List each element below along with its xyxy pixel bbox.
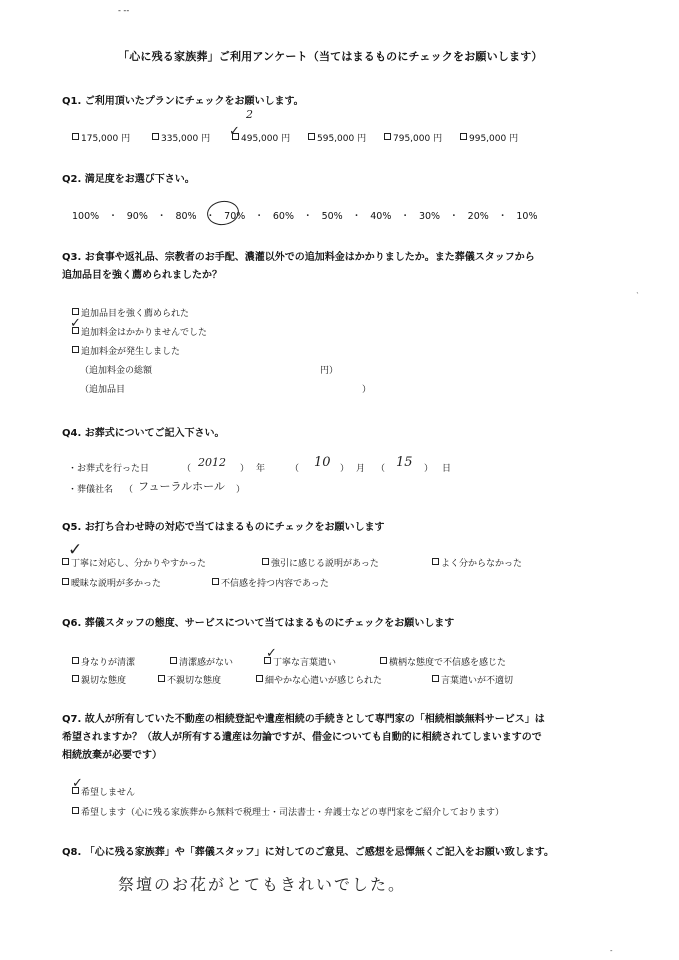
q6-option-7[interactable]: 細やかな心遣いが感じられた [256, 673, 382, 686]
scale-50[interactable]: 50% [321, 211, 343, 222]
checkbox[interactable] [72, 675, 79, 682]
q4-company-open: （ [124, 485, 134, 495]
q4-company-label: ・葬儀社名 [68, 485, 114, 495]
q2-scale: 100% ・ 90% ・ 80% ・ 70% ・ 60% ・ 50% ・ 40% ・ 30% ・ 20% ・ 10% [72, 211, 538, 222]
checkbox[interactable] [432, 558, 439, 565]
q5-question: Q5. お打ち合わせ時の対応で当てはまるものにチェックをお願いします [62, 522, 385, 533]
scale-60[interactable]: 60% [272, 211, 294, 222]
scale-30[interactable]: 30% [418, 211, 441, 222]
q1-question: Q1. ご利用頂いたプランにチェックをお願いします。 [62, 96, 304, 107]
page-title: 「心に残る家族葬」ご利用アンケート（当てはまるものにチェックをお願いします） [118, 50, 543, 63]
q4-year-unit: 年 [256, 464, 266, 474]
q4-day-close: ） [424, 464, 434, 474]
q4-company-close: ） [236, 485, 246, 495]
checkbox[interactable] [62, 578, 69, 585]
scale-20[interactable]: 20% [467, 211, 489, 222]
q6-option-8[interactable]: 言葉遣いが不適切 [432, 673, 513, 686]
q5-option-2[interactable]: 強引に感じる説明があった [262, 556, 379, 569]
checkbox[interactable] [72, 657, 79, 664]
top-marks: - -- [118, 6, 130, 15]
q6-option-6[interactable]: 不親切な態度 [158, 673, 221, 686]
q8-question: Q8. 「心に残る家族葬」や「葬儀スタッフ」に対してのご意見、ご感想を忌憚無くご記入をお願い致します。 [62, 847, 554, 858]
checkbox[interactable] [380, 657, 387, 664]
q4-month-value[interactable]: 10 [314, 455, 331, 470]
q1-option-5[interactable]: 795,000 円 [384, 131, 442, 144]
q7-option-1[interactable]: 希望しません [72, 785, 135, 798]
scale-40[interactable]: 40% [370, 211, 392, 222]
q8-answer[interactable]: 祭壇のお花がとてもきれいでした。 [118, 875, 407, 894]
q3-option-2[interactable]: 追加料金はかかりませんでした [72, 325, 207, 338]
q1-option-2[interactable]: 335,000 円 [152, 131, 210, 144]
scale-70[interactable]: 70% [224, 211, 246, 222]
checkbox[interactable] [72, 308, 79, 315]
q6-check-mark-icon: ✓ [266, 646, 277, 661]
checkbox[interactable] [460, 133, 467, 140]
q3-check-mark-icon: ✓ [70, 316, 81, 331]
q4-year-open: （ [182, 464, 192, 474]
q4-question: Q4. お葬式についてご記入下さい。 [62, 428, 225, 439]
q6-option-5[interactable]: 親切な態度 [72, 673, 126, 686]
checkbox[interactable] [72, 807, 79, 814]
checkbox[interactable] [212, 578, 219, 585]
q4-month-open: （ [290, 464, 300, 474]
q1-option-4[interactable]: 595,000 円 [308, 131, 366, 144]
checkbox[interactable] [152, 133, 159, 140]
checkbox[interactable] [432, 675, 439, 682]
q2-question: Q2. 満足度をお選び下さい。 [62, 174, 195, 185]
scale-80[interactable]: 80% [175, 211, 197, 222]
q3-extra-items-close: ） [362, 385, 372, 395]
q4-day-open: （ [376, 464, 386, 474]
checkbox[interactable] [384, 133, 391, 140]
q7-option-2[interactable]: 希望します（心に残る家族葬から無料で税理士・司法書士・弁護士などの専門家をご紹介しております） [72, 805, 504, 818]
scale-10[interactable]: 10% [516, 211, 538, 222]
q4-year-value[interactable]: 2012 [198, 456, 226, 469]
q1-option-3[interactable]: 495,000 円 [232, 131, 290, 144]
q4-month-close: ） [340, 464, 350, 474]
q6-question: Q6. 葬儀スタッフの態度、サービスについて当てはまるものにチェックをお願いします [62, 618, 455, 629]
scan-speck: - [610, 947, 613, 955]
q1-option-6[interactable]: 995,000 円 [460, 131, 518, 144]
q5-option-5[interactable]: 不信感を持つ内容であった [212, 576, 329, 589]
q3-extra-fee-total-label: （追加料金の総額 [80, 366, 153, 376]
q4-day-unit: 日 [442, 464, 452, 474]
q6-option-3[interactable]: 丁寧な言葉遣い [264, 655, 336, 668]
checkbox[interactable] [262, 558, 269, 565]
q3-question-line-2: 追加品目を強く薦められましたか？ [62, 270, 222, 281]
q7-question-line-3: 相続放棄が必要です） [62, 750, 162, 761]
q7-question-line-2: 希望されますか？（故人が所有する遺産は勿論ですが、借金についても自動的に相続されてしまいますので [62, 732, 542, 743]
checkbox[interactable] [158, 675, 165, 682]
q4-month-unit: 月 [356, 464, 366, 474]
q1-annotation: 2 [246, 108, 253, 121]
q5-option-4[interactable]: 曖昧な説明が多かった [62, 576, 161, 589]
q1-option-1[interactable]: 175,000 円 [72, 131, 130, 144]
scale-90[interactable]: 90% [126, 211, 148, 222]
q7-check-mark-icon: ✓ [72, 776, 83, 791]
q3-option-1[interactable]: 追加品目を強く薦められた [72, 306, 189, 319]
q2-selection-circle [205, 199, 240, 227]
q3-extra-fee-unit: 円） [320, 366, 339, 376]
q4-year-close: ） [240, 464, 250, 474]
q3-option-3[interactable]: 追加料金が発生しました [72, 344, 180, 357]
q6-option-4[interactable]: 横柄な態度で不信感を感じた [380, 655, 506, 668]
checkbox[interactable] [256, 675, 263, 682]
q6-option-2[interactable]: 清潔感がない [170, 655, 233, 668]
q4-date-label: ・お葬式を行った日 [68, 464, 150, 474]
scan-speck: ˋ [636, 292, 640, 300]
checkbox[interactable] [72, 346, 79, 353]
q5-check-mark-icon: ✓ [68, 540, 83, 560]
q1-check-mark-icon: ✓ [229, 124, 240, 139]
q5-option-1[interactable]: 丁寧に対応し、分かりやすかった [62, 556, 206, 569]
q3-extra-items-label: （追加品目 [80, 385, 126, 395]
checkbox[interactable] [170, 657, 177, 664]
q4-company-value[interactable]: フューラルホール [138, 480, 225, 493]
scale-100[interactable]: 100% [72, 211, 100, 222]
q3-question-line-1: Q3. お食事や返礼品、宗教者のお手配、濃灌以外での追加料金はかかりましたか。また葬儀スタッフから [62, 252, 535, 263]
q7-question-line-1: Q7. 故人が所有していた不動産の相続登記や遺産相続の手続きとして専門家の「相続相談無料サービス」は [62, 714, 545, 725]
checkbox[interactable] [308, 133, 315, 140]
q4-day-value[interactable]: 15 [396, 455, 413, 470]
checkbox[interactable] [72, 133, 79, 140]
q6-option-1[interactable]: 身なりが清潔 [72, 655, 135, 668]
q5-option-3[interactable]: よく分からなかった [432, 556, 522, 569]
